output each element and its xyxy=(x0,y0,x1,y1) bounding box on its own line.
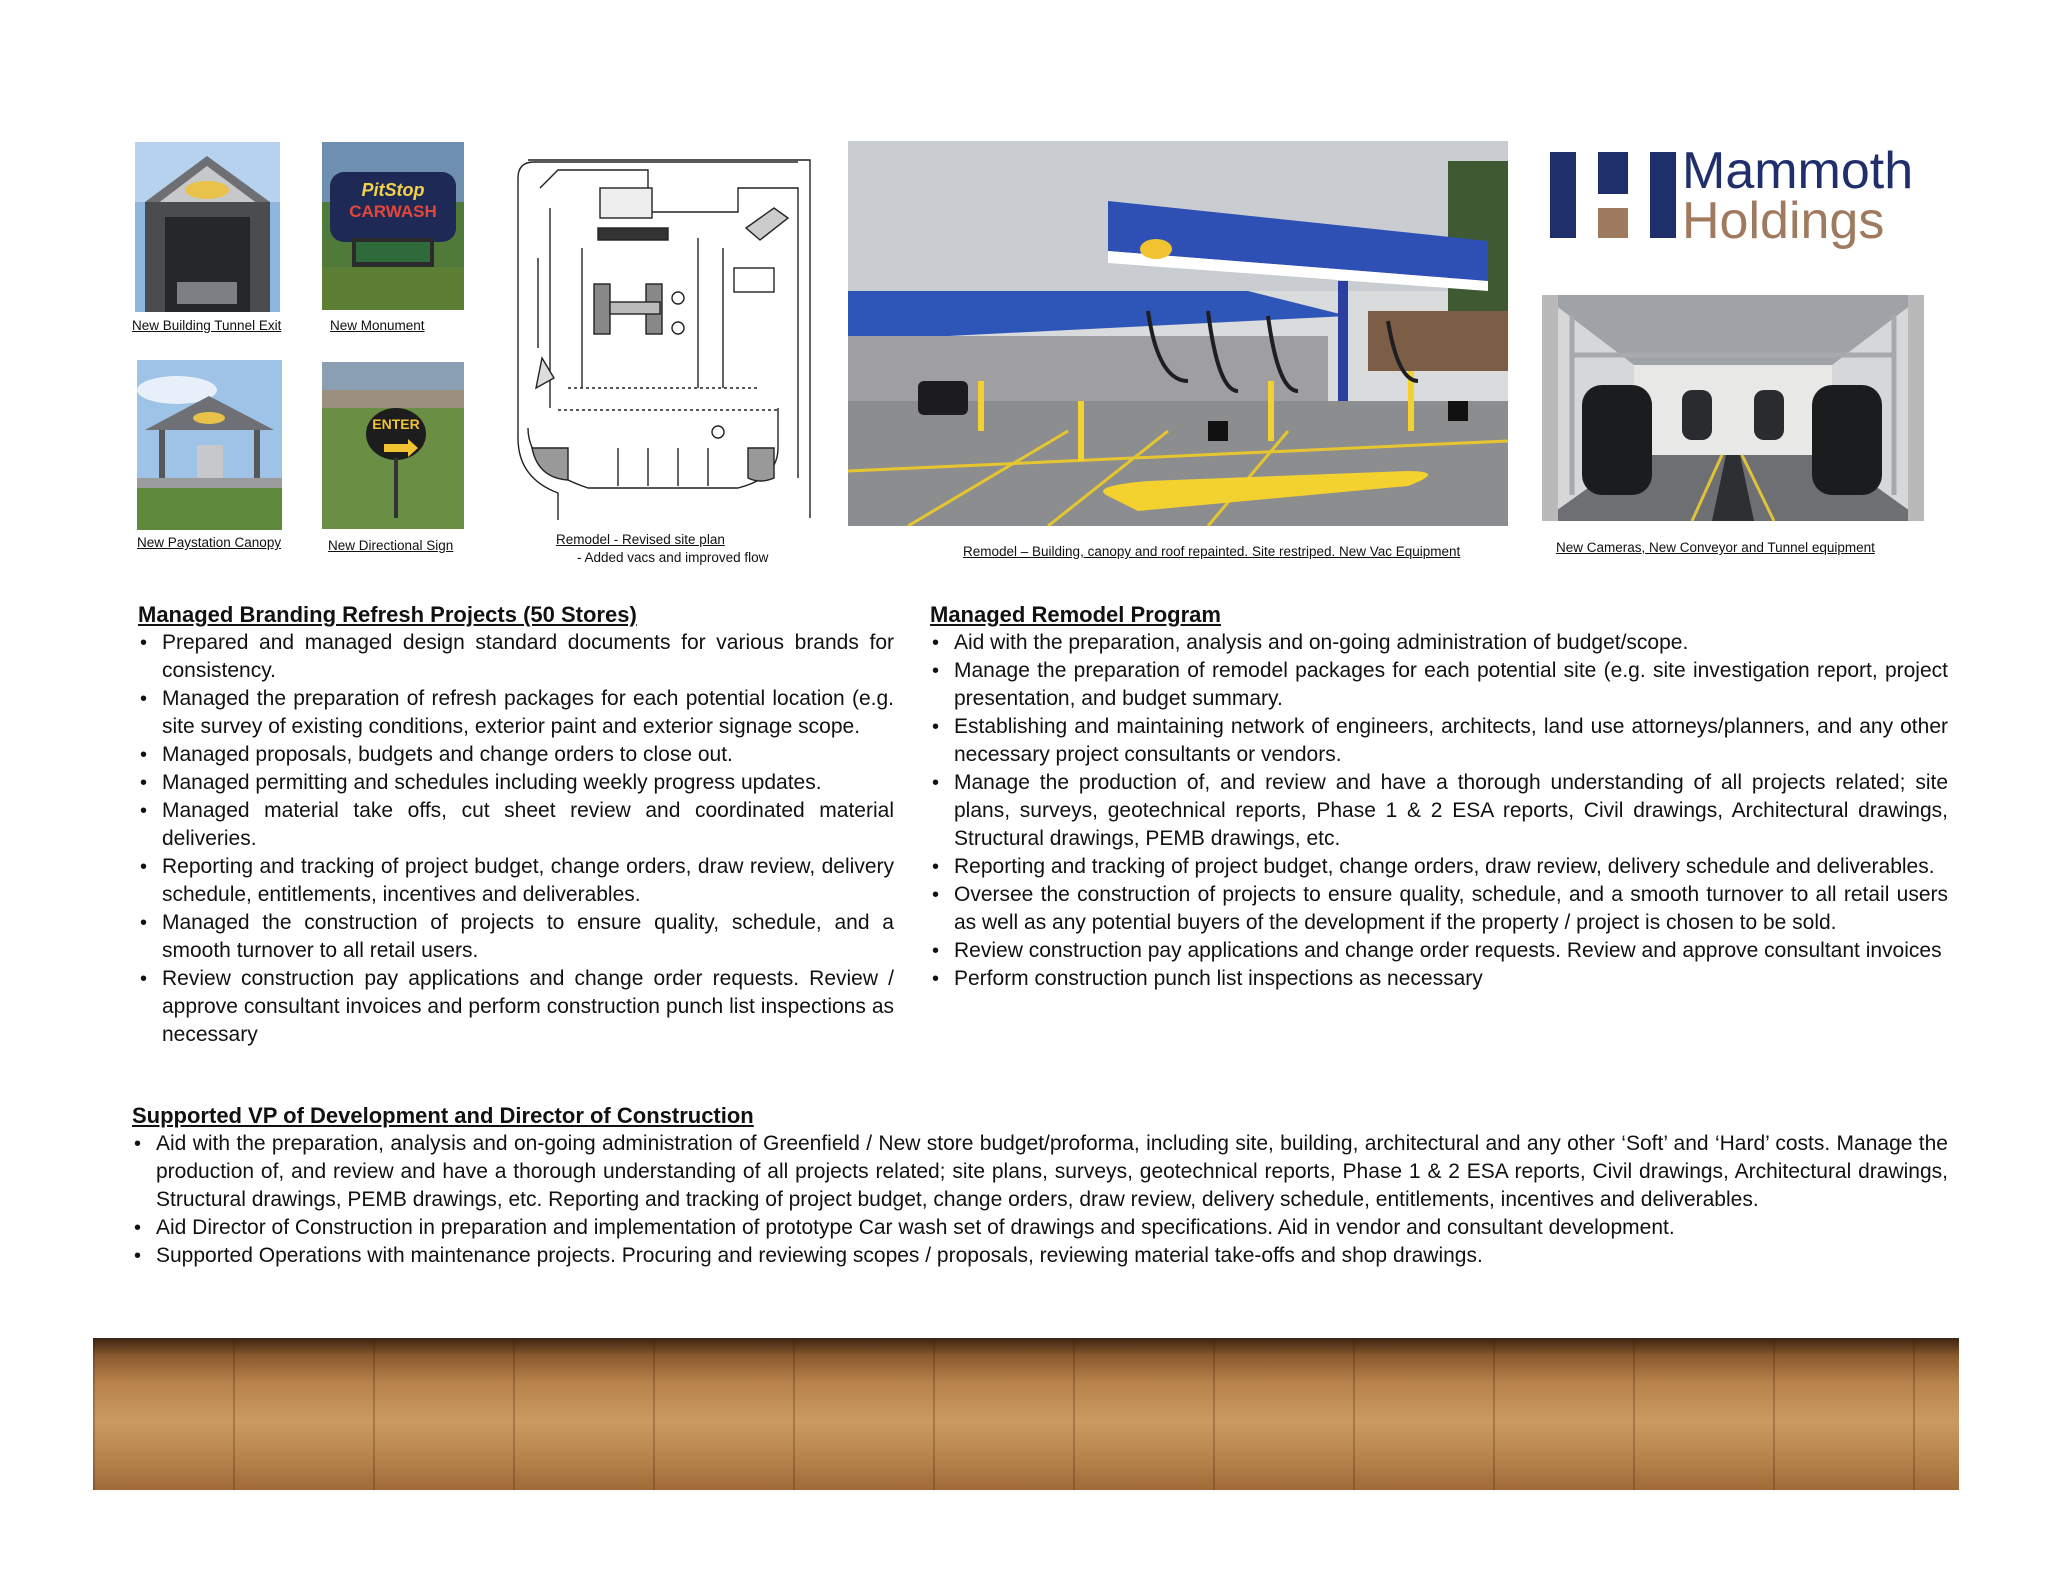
list-item: • Supported Operations with maintenance projects. Procuring and reviewing scopes / proposals, reviewing material take-offs and shop drawings. xyxy=(132,1242,1948,1270)
tunnel-exit-caption: New Building Tunnel Exit xyxy=(132,318,282,333)
list-item: • Manage the preparation of remodel packages for each potential site (e.g. site investigation report, project presentation, and budget summary. xyxy=(930,657,1948,713)
tunnel-equipment-photo xyxy=(1542,295,1924,521)
list-item: • Aid with the preparation, analysis and on-going administration of budget/scope. xyxy=(930,629,1948,657)
monument-photo xyxy=(322,142,464,310)
list-item: • Oversee the construction of projects to ensure quality, schedule, and a smooth turnover to all retail users as well as any potential buyers of the development if the property / project is chosen to be sold. xyxy=(930,881,1948,937)
list-item: • Managed permitting and schedules including weekly progress updates. xyxy=(138,769,894,797)
list-item: • Manage the production of, and review and have a thorough understanding of all projects related; site plans, surveys, geotechnical reports, Phase 1 & 2 ESA reports, Civil drawings, Architectural drawings, Structural drawings, PEMB drawings, etc. xyxy=(930,769,1948,853)
list-item: • Managed the preparation of refresh packages for each potential location (e.g. site survey of existing conditions, exterior paint and exterior signage scope. xyxy=(138,685,894,741)
remodel-section xyxy=(930,601,1948,993)
branding-list xyxy=(138,629,894,1049)
supported-section xyxy=(132,1102,1948,1270)
list-item: • Aid Director of Construction in preparation and implementation of prototype Car wash set of drawings and specifications. Aid in vendor and consultant development. xyxy=(132,1214,1948,1242)
tunnel-exit-photo xyxy=(135,142,280,312)
remodel-title: Managed Remodel Program xyxy=(930,602,1221,627)
list-item: • Prepared and managed design standard documents for various brands for consistency. xyxy=(138,629,894,685)
branding-title: Managed Branding Refresh Projects (50 Stores) xyxy=(138,602,637,627)
mammoth-holdings-logo xyxy=(1550,152,1676,238)
list-item: • Reporting and tracking of project budget, change orders, draw review, delivery schedule and deliverables. xyxy=(930,853,1948,881)
list-item: • Reporting and tracking of project budget, change orders, draw review, delivery schedule, entitlements, incentives and deliverables. xyxy=(138,853,894,909)
list-item: • Perform construction punch list inspections as necessary xyxy=(930,965,1948,993)
tunnel-equipment-caption: New Cameras, New Conveyor and Tunnel equipment xyxy=(1556,540,1875,555)
list-item: • Aid with the preparation, analysis and on-going administration of Greenfield / New store budget/proforma, including site, building, architectural and any other ‘Soft’ and ‘Hard’ costs. Manage the production of, and review and have a thorough understanding of all projects related; site plans, surveys, geotechnical reports, Phase 1 & 2 ESA reports, Civil drawings, Architectural drawings, Structural drawings, PEMB drawings, etc. Reporting and tracking of project budget, change orders, draw review, delivery schedule, entitlements, incentives and deliverables. xyxy=(132,1130,1948,1214)
list-item: • Review construction pay applications and change order requests. Review and approve consultant invoices xyxy=(930,937,1948,965)
logo-text-line1: Mammoth xyxy=(1682,142,1914,200)
supported-title: Supported VP of Development and Director of Construction xyxy=(132,1103,754,1128)
list-item: • Managed proposals, budgets and change orders to close out. xyxy=(138,741,894,769)
site-plan-caption: Remodel - Revised site plan xyxy=(556,532,725,547)
logo-text-line2: Holdings xyxy=(1682,192,1885,250)
paystation-canopy-photo xyxy=(137,360,282,530)
monument-sign-line1: PitStop xyxy=(361,180,425,200)
site-plan-caption-2: - Added vacs and improved flow xyxy=(577,550,769,565)
wood-floor-banner xyxy=(93,1338,1959,1490)
enter-sign-text: ENTER xyxy=(372,416,420,432)
paystation-caption: New Paystation Canopy xyxy=(137,535,282,550)
remodel-photo xyxy=(848,141,1508,526)
list-item: • Review construction pay applications and change order requests. Review / approve consultant invoices and perform construction punch list inspections as necessary xyxy=(138,965,894,1049)
supported-list xyxy=(132,1130,1948,1270)
remodel-photo-caption: Remodel – Building, canopy and roof repainted. Site restriped. New Vac Equipment xyxy=(963,544,1461,559)
monument-sign-line2: CARWASH xyxy=(349,202,437,221)
list-item: • Establishing and maintaining network of engineers, architects, land use attorneys/planners, and any other necessary project consultants or vendors. xyxy=(930,713,1948,769)
monument-caption: New Monument xyxy=(330,318,425,333)
branding-section xyxy=(138,601,894,1049)
list-item: • Managed the construction of projects to ensure quality, schedule, and a smooth turnover to all retail users. xyxy=(138,909,894,965)
directional-caption: New Directional Sign xyxy=(328,538,454,553)
directional-sign-photo xyxy=(322,362,464,529)
site-plan-drawing xyxy=(498,148,816,520)
remodel-list xyxy=(930,629,1948,993)
list-item: • Managed material take offs, cut sheet review and coordinated material deliveries. xyxy=(138,797,894,853)
